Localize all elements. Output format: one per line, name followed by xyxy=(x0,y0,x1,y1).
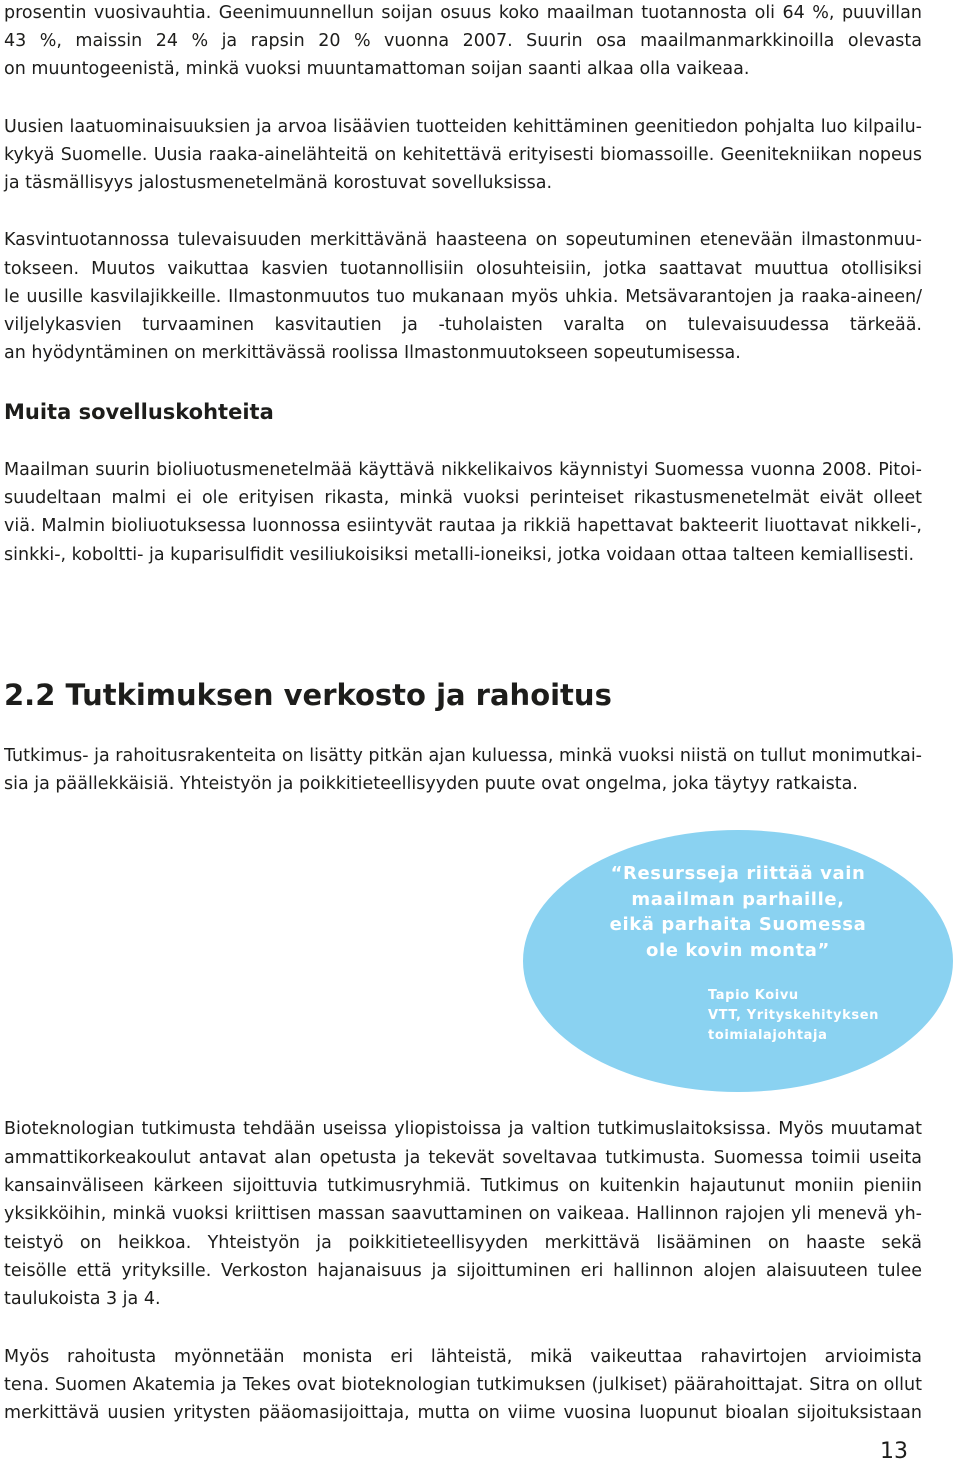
text-line: kansainväliseen kärkeen sijoittuvia tutkimusryhmiä. Tutkimus on kuitenkin hajautunut moniin pieniin xyxy=(4,1176,922,1196)
text-line: tena. Suomen Akatemia ja Tekes ovat bioteknologian tutkimuksen (julkiset) päärahoittajat. Sitra on ollut xyxy=(4,1375,922,1395)
quote-line: eikä parhaita Suomessa xyxy=(609,914,867,935)
text-line: kykyä Suomelle. Uusia raaka-ainelähteitä on kehitettävä erityisesti biomassoille. Geenitekniikan nopeus xyxy=(4,145,922,165)
text-line: le uusille kasvilajikkeille. Ilmastonmuutos tuo mukanaan myös uhkia. Metsävarantojen ja raaka-aineen/ xyxy=(4,287,922,307)
text-line: teisölle että yrityksille. Verkoston hajanaisuus ja sijoittuminen eri hallinnon alojen alaisuuteen tulee xyxy=(4,1261,922,1281)
text-line: merkittävä uusien yritysten pääomasijoittaja, mutta on viime vuosina luopunut bioalan sijoituksistaan xyxy=(4,1403,922,1423)
text-line: Tutkimus- ja rahoitusrakenteita on lisätty pitkän ajan kuluessa, minkä vuoksi niistä on tullut monimutkai- xyxy=(4,746,922,766)
text-line: viä. Malmin bioliuotuksessa luonnossa esiintyvät rautaa ja rikkiä hapettavat bakteerit liuottavat nikkeli-, xyxy=(4,516,922,536)
page-number: 13 xyxy=(880,1439,908,1464)
text-line: viljelykasvien turvaaminen kasvitautien ja -tuholaisten varalta on tulevaisuudessa tärkeää. xyxy=(4,315,922,335)
quote-bubble xyxy=(523,830,953,1092)
text-line: an hyödyntäminen on merkittävässä roolissa Ilmastonmuutokseen sopeutumisessa. xyxy=(4,343,741,363)
quote-line: “Resursseja riittää vain xyxy=(610,863,866,884)
quote-line: ole kovin monta” xyxy=(646,939,830,961)
quote-author xyxy=(708,986,879,1046)
text-line: yksikköihin, minkä vuoksi kriittisen massan saavuttaminen on vaikeaa. Hallinnon rajojen yli menevä yh- xyxy=(4,1204,922,1224)
author-name: Tapio Koivu xyxy=(708,988,799,1003)
text-line: Myös rahoitusta myönnetään monista eri lähteistä, mikä vaikeuttaa rahavirtojen arvioimista xyxy=(4,1347,922,1367)
text-line: suudeltaan malmi ei ole erityisen rikasta, minkä vuoksi perinteiset rikastusmenetelmät eivät olleet xyxy=(4,488,922,508)
text-line: Bioteknologian tutkimusta tehdään useissa yliopistoissa ja valtion tutkimuslaitoksissa. Myös muutamat xyxy=(4,1119,922,1139)
text-line: Maailman suurin bioliuotusmenetelmää käyttävä nikkelikaivos käynnistyi Suomessa vuonna 2008. Pitoi- xyxy=(4,460,922,480)
text-line: teistyö on heikkoa. Yhteistyön ja poikkitieteellisyyden merkittävä lisääminen on haaste sekä xyxy=(4,1233,922,1253)
section-heading-muita: Muita sovelluskohteita xyxy=(4,400,274,424)
text-line: on muuntogeenistä, minkä vuoksi muuntamattoman soijan saanti alkaa olla vaikeaa. xyxy=(4,59,750,79)
text-line: taulukoista 3 ja 4. xyxy=(4,1289,161,1309)
text-line: 43 %, maissin 24 % ja rapsin 20 % vuonna 2007. Suurin osa maailmanmarkkinoilla olevasta xyxy=(4,31,922,51)
text-line: sia ja päällekkäisiä. Yhteistyön ja poikkitieteellisyyden puute ovat ongelma, joka täytyy ratkaista. xyxy=(4,774,858,794)
text-line: sinkki-, koboltti- ja kuparisulfidit vesiliukoisiksi metalli-ioneiksi, jotka voidaan ottaa talteen kemiallisesti. xyxy=(4,545,915,565)
section-heading-2-2: 2.2 Tutkimuksen verkosto ja rahoitus xyxy=(4,678,612,712)
text-line: prosentin vuosivauhtia. Geenimuunnellun soijan osuus koko maailman tuotannosta oli 64 %, puuvillan xyxy=(4,3,922,23)
author-title: toimialajohtaja xyxy=(708,1028,828,1043)
text-line: ammattikorkeakoulut antavat alan opetusta ja tekevät soveltavaa tutkimusta. Suomessa toimii useita xyxy=(4,1148,922,1168)
author-org: VTT, Yrityskehityksen xyxy=(708,1008,879,1023)
quote-text xyxy=(523,861,953,963)
text-line: Kasvintuotannossa tulevaisuuden merkittävänä haasteena on sopeutuminen etenevään ilmastonmuu- xyxy=(4,230,922,250)
text-line: tokseen. Muutos vaikuttaa kasvien tuotannollisiin olosuhteisiin, jotka saattavat muuttua otollisiksi xyxy=(4,259,922,279)
quote-line: maailman parhaille, xyxy=(631,888,845,910)
text-line: ja täsmällisyys jalostusmenetelmänä korostuvat sovelluksissa. xyxy=(4,173,553,193)
text-line: Uusien laatuominaisuuksien ja arvoa lisäävien tuotteiden kehittäminen geenitiedon pohjalta luo kilpailu- xyxy=(4,117,922,137)
